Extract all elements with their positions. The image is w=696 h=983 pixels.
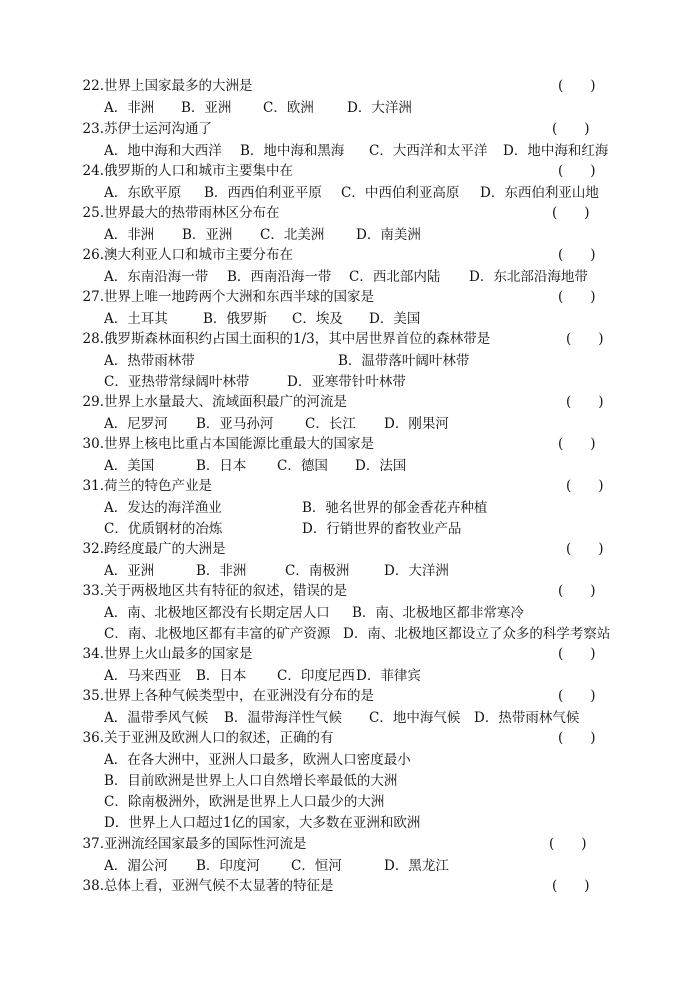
option-choice: C．欧洲 <box>263 100 314 116</box>
question-line <box>0 329 696 350</box>
question-number: 23. <box>82 121 104 137</box>
answer-parentheses: ( ) <box>558 583 596 599</box>
answer-parentheses: ( ) <box>566 331 604 347</box>
option-choice: D．南、北极地区都设立了众多的科学考察站 <box>343 626 611 642</box>
option-choice: A．东南沿海一带 <box>104 269 209 285</box>
question-line <box>0 581 696 602</box>
question-number: 25. <box>82 205 104 221</box>
question-number: 24. <box>82 163 104 179</box>
answer-parentheses: ( ) <box>558 688 596 704</box>
question-line <box>0 245 696 266</box>
option-row <box>0 225 696 246</box>
option-choice: B．地中海和黑海 <box>240 143 345 159</box>
option-row <box>0 750 696 771</box>
option-row <box>0 183 696 204</box>
answer-parentheses: ( ) <box>566 478 604 494</box>
option-choice: A．温带季风气候 <box>104 710 209 726</box>
option-choice: A．美国 <box>104 458 155 474</box>
option-choice: B．亚洲 <box>181 100 232 116</box>
question-text: 关于两极地区共有特征的叙述，错误的是 <box>104 583 347 599</box>
option-choice: D．黑龙江 <box>384 858 449 874</box>
option-choice: A．尼罗河 <box>104 416 168 432</box>
question-line <box>0 539 696 560</box>
option-choice: A．非洲 <box>104 100 155 116</box>
question-number: 33. <box>82 583 104 599</box>
question-line <box>0 728 696 749</box>
question-number: 29. <box>82 394 104 410</box>
option-choice: A．热带雨林带 <box>104 353 195 369</box>
option-choice: A．马来西亚 <box>104 668 182 684</box>
option-choice: D．美国 <box>369 311 421 327</box>
answer-parentheses: ( ) <box>558 436 596 452</box>
option-choice: B．南、北极地区都非常寒冷 <box>352 605 524 621</box>
option-row <box>0 141 696 162</box>
option-row <box>0 666 696 687</box>
question-line <box>0 161 696 182</box>
option-choice: B．印度河 <box>196 858 260 874</box>
option-choice: C．德国 <box>277 458 328 474</box>
option-choice: C．除南极洲外，欧洲是世界上人口最少的大洲 <box>104 794 385 810</box>
option-choice: C．大西洋和太平洋 <box>369 143 488 159</box>
option-row <box>0 792 696 813</box>
option-row <box>0 456 696 477</box>
option-row <box>0 267 696 288</box>
question-text: 跨经度最广的大洲是 <box>104 541 226 557</box>
answer-parentheses: ( ) <box>552 205 590 221</box>
question-text: 世界上火山最多的国家是 <box>104 646 253 662</box>
question-line <box>0 644 696 665</box>
question-number: 38. <box>82 878 104 894</box>
option-choice: B．西西伯利亚平原 <box>204 185 322 201</box>
question-line <box>0 203 696 224</box>
answer-parentheses: ( ) <box>552 878 590 894</box>
option-choice: D．大洋洲 <box>347 100 412 116</box>
option-choice: D．行销世界的畜牧业产品 <box>302 521 462 537</box>
question-text: 俄罗斯的人口和城市主要集中在 <box>104 163 293 179</box>
question-text: 关于亚洲及欧洲人口的叙述，正确的有 <box>104 730 334 746</box>
option-choice: B．目前欧洲是世界上人口自然增长率最低的大洲 <box>104 773 398 789</box>
question-text: 世界上各种气候类型中，在亚洲没有分布的是 <box>104 688 374 704</box>
question-line <box>0 686 696 707</box>
question-line <box>0 434 696 455</box>
question-text: 世界上水量最大、流域面积最广的河流是 <box>104 394 347 410</box>
question-line <box>0 287 696 308</box>
option-choice: B．日本 <box>196 458 247 474</box>
option-choice: B．非洲 <box>196 563 247 579</box>
option-choice: D．东北部沿海地带 <box>469 269 588 285</box>
option-row <box>0 519 696 540</box>
answer-parentheses: ( ) <box>558 646 596 662</box>
question-text: 亚洲流经国家最多的国际性河流是 <box>104 836 307 852</box>
option-choice: C．西北部内陆 <box>349 269 441 285</box>
option-choice: A．地中海和大西洋 <box>104 143 222 159</box>
question-line <box>0 876 696 897</box>
answer-parentheses: ( ) <box>566 394 604 410</box>
option-choice: B．西南沿海一带 <box>227 269 332 285</box>
answer-parentheses: ( ) <box>558 289 596 305</box>
option-row <box>0 372 696 393</box>
option-choice: A．东欧平原 <box>104 185 182 201</box>
question-number: 30. <box>82 436 104 452</box>
option-choice: D．世界上人口超过1亿的国家，大多数在亚洲和欧洲 <box>104 815 421 831</box>
option-row <box>0 603 696 624</box>
option-choice: D．刚果河 <box>384 416 449 432</box>
option-choice: B．温带海洋性气候 <box>224 710 342 726</box>
option-choice: D．地中海和红海 <box>503 143 609 159</box>
question-number: 32. <box>82 541 104 557</box>
option-choice: C．印度尼西 <box>277 668 355 684</box>
option-choice: C．恒河 <box>291 858 342 874</box>
option-row <box>0 813 696 834</box>
answer-parentheses: ( ) <box>558 78 596 94</box>
question-number: 34. <box>82 646 104 662</box>
question-number: 27. <box>82 289 104 305</box>
option-row <box>0 771 696 792</box>
option-choice: D．东西伯利亚山地 <box>480 185 599 201</box>
option-choice: A．南、北极地区都没有长期定居人口 <box>104 605 330 621</box>
option-row <box>0 561 696 582</box>
answer-parentheses: ( ) <box>552 121 590 137</box>
question-text: 世界上国家最多的大洲是 <box>104 78 253 94</box>
option-choice: C．优质钢材的冶炼 <box>104 521 223 537</box>
question-text: 俄罗斯森林面积约占国土面积的1/3，其中居世界首位的森林带是 <box>104 331 491 347</box>
question-number: 35. <box>82 688 104 704</box>
option-row <box>0 98 696 119</box>
option-choice: C．北美洲 <box>260 227 325 243</box>
option-choice: B．俄罗斯 <box>203 311 267 327</box>
question-line <box>0 476 696 497</box>
option-choice: D．菲律宾 <box>356 668 421 684</box>
option-choice: B．温带落叶阔叶林带 <box>338 353 470 369</box>
option-row <box>0 856 696 877</box>
option-row <box>0 309 696 330</box>
question-number: 31. <box>82 478 104 494</box>
answer-parentheses: ( ) <box>558 163 596 179</box>
option-choice: A．亚洲 <box>104 563 155 579</box>
answer-parentheses: ( ) <box>558 247 596 263</box>
answer-parentheses: ( ) <box>558 730 596 746</box>
option-choice: B．日本 <box>196 668 247 684</box>
option-choice: C．地中海气候 <box>369 710 461 726</box>
option-row <box>0 708 696 729</box>
question-number: 36. <box>82 730 104 746</box>
option-choice: C．埃及 <box>292 311 343 327</box>
question-line <box>0 392 696 413</box>
option-choice: C．亚热带常绿阔叶林带 <box>104 374 250 390</box>
answer-parentheses: ( ) <box>549 836 587 852</box>
option-choice: C．长江 <box>305 416 356 432</box>
option-choice: C．中西伯利亚高原 <box>341 185 460 201</box>
answer-parentheses: ( ) <box>566 541 604 557</box>
question-text: 苏伊士运河沟通了 <box>104 121 212 137</box>
option-row <box>0 624 696 645</box>
option-choice: A．土耳其 <box>104 311 168 327</box>
question-number: 28. <box>82 331 104 347</box>
option-choice: A．在各大洲中，亚洲人口最多，欧洲人口密度最小 <box>104 752 411 768</box>
option-choice: B．驰名世界的郁金香花卉种植 <box>302 500 488 516</box>
option-row <box>0 498 696 519</box>
question-text: 澳大利亚人口和城市主要分布在 <box>104 247 293 263</box>
option-choice: C．南、北极地区都有丰富的矿产资源 <box>104 626 331 642</box>
question-number: 22. <box>82 78 104 94</box>
option-choice: A．发达的海洋渔业 <box>104 500 222 516</box>
question-text: 世界上核电比重占本国能源比重最大的国家是 <box>104 436 374 452</box>
question-text: 世界上唯一地跨两个大洲和东西半球的国家是 <box>104 289 374 305</box>
question-line <box>0 834 696 855</box>
option-choice: D．南美洲 <box>356 227 421 243</box>
option-row <box>0 351 696 372</box>
question-number: 26. <box>82 247 104 263</box>
option-choice: A．湄公河 <box>104 858 168 874</box>
option-choice: D．大洋洲 <box>384 563 449 579</box>
option-choice: D．热带雨林气候 <box>474 710 580 726</box>
option-choice: D．法国 <box>355 458 407 474</box>
question-line <box>0 76 696 97</box>
question-line <box>0 119 696 140</box>
option-choice: B．亚马孙河 <box>196 416 274 432</box>
question-number: 37. <box>82 836 104 852</box>
question-text: 总体上看，亚洲气候不太显著的特征是 <box>104 878 334 894</box>
option-choice: C．南极洲 <box>285 563 350 579</box>
option-row <box>0 414 696 435</box>
question-text: 荷兰的特色产业是 <box>104 478 212 494</box>
option-choice: B．亚洲 <box>182 227 233 243</box>
option-choice: D．亚寒带针叶林带 <box>287 374 406 390</box>
question-text: 世界最大的热带雨林区分布在 <box>104 205 280 221</box>
option-choice: A．非洲 <box>104 227 155 243</box>
